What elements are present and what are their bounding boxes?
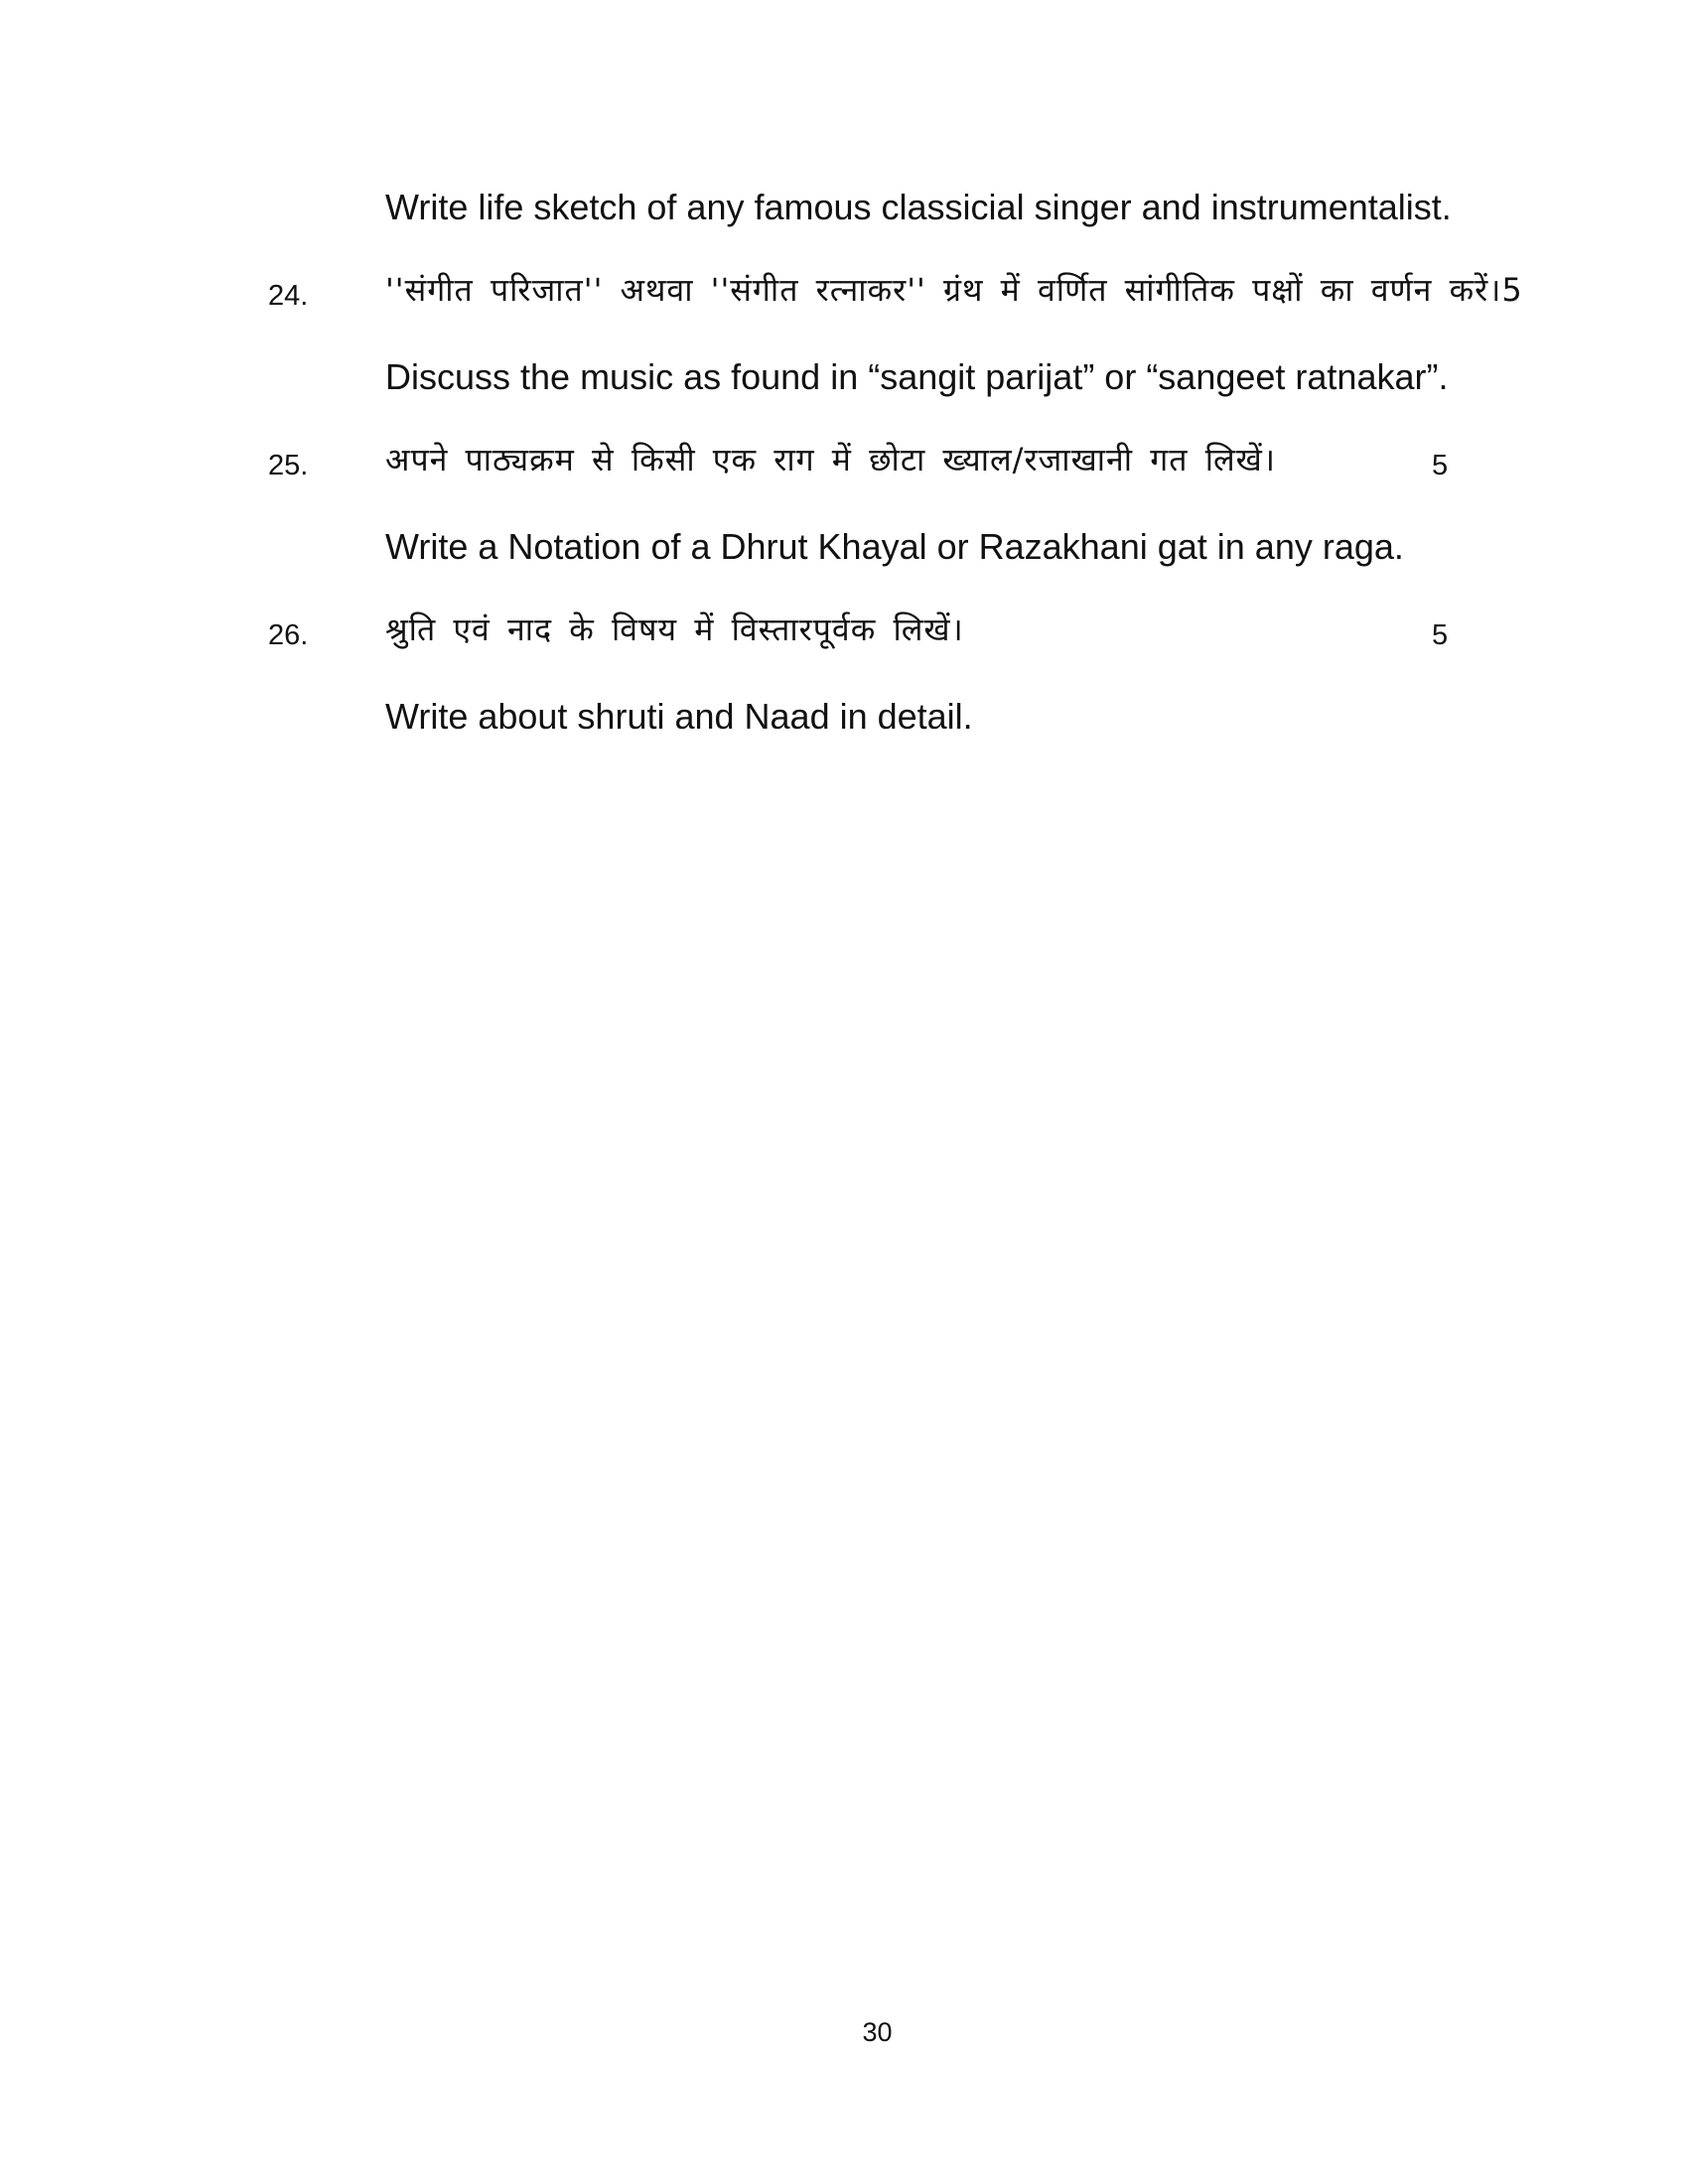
question-26-marks: 5 [1432,619,1449,651]
question-25-english: Write a Notation of a Dhrut Khayal or Razakhani gat in any raga. [385,526,1404,567]
page-number: 30 [862,2017,893,2047]
question-25-marks: 5 [1432,450,1449,481]
continuation-text: Write life sketch of any famous classicial singer and instrumentalist. [385,187,1452,227]
question-26-number: 26. [268,619,309,651]
question-26-english: Write about shruti and Naad in detail. [385,696,973,737]
question-25-hindi: अपने पाठ्यक्रम से किसी एक राग में छोटा ख्याल/रजाखानी गत लिखें। [385,441,1276,478]
question-24-number: 24. [268,280,309,312]
question-24-hindi: ''संगीत परिजात'' अथवा ''संगीत रत्नाकर'' ग्रंथ में वर्णित सांगीतिक पक्षों का वर्णन करें।5 [385,271,1523,309]
question-26-hindi: श्रुति एवं नाद के विषय में विस्तारपूर्वक लिखें। [385,611,964,648]
question-24-english: Discuss the music as found in “sangit parijat” or “sangeet ratnakar”. [385,356,1449,397]
question-25-number: 25. [268,450,309,481]
